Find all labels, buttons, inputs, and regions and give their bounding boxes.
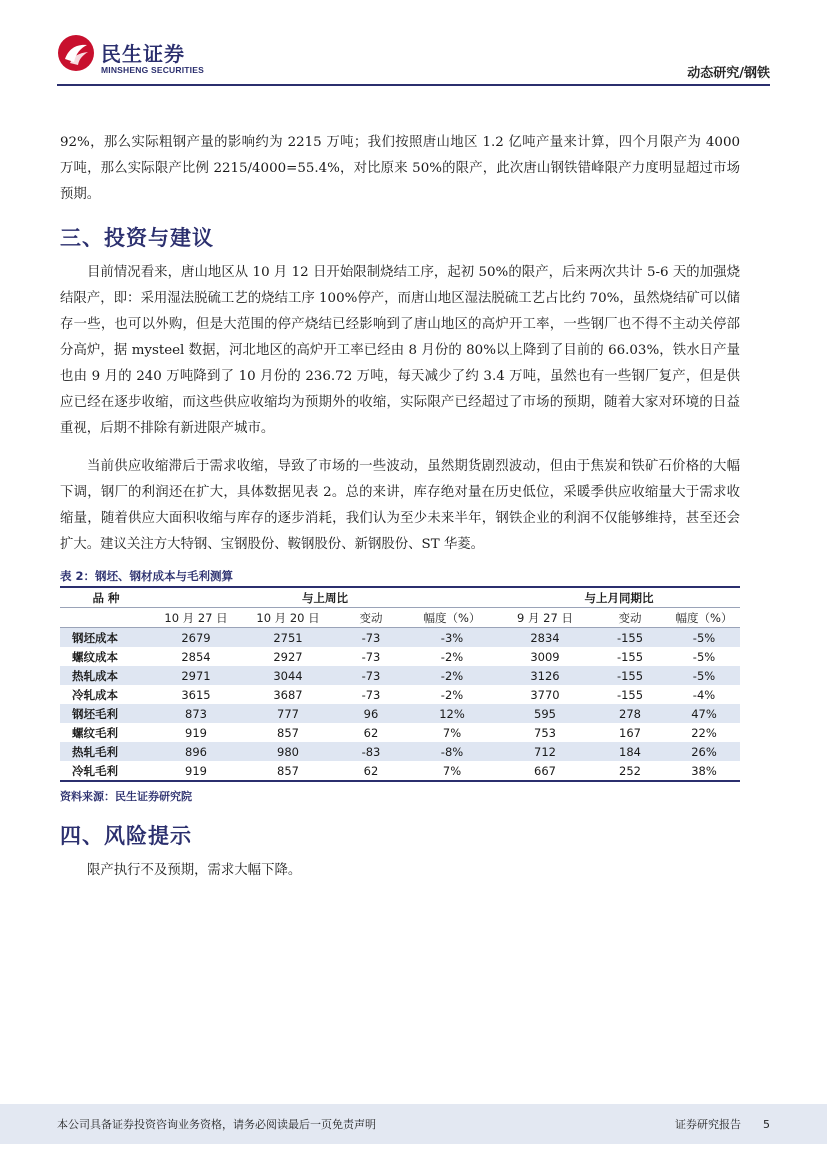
table-cell: 47%	[668, 704, 740, 723]
table-cell: 278	[592, 704, 668, 723]
page-number: 5	[763, 1118, 770, 1131]
header-divider	[57, 84, 770, 86]
table-cell: -73	[336, 666, 406, 685]
row-label: 钢坯毛利	[60, 704, 152, 723]
logo-emblem-icon	[57, 34, 95, 72]
table-cell: 896	[152, 742, 240, 761]
table-title: 表 2：钢坯、钢材成本与毛利测算	[60, 569, 234, 583]
table-row	[60, 742, 740, 761]
table-cell: 919	[185, 725, 207, 740]
sub-header-cell: 10 月 20 日	[240, 608, 336, 628]
sub-header-cell: 10 月 27 日	[152, 608, 240, 628]
table-cell: 62	[363, 725, 379, 740]
table-cell: 167	[619, 725, 641, 740]
table-cell: 667	[534, 763, 556, 778]
table-row	[60, 647, 740, 666]
table-cell: -5%	[668, 666, 740, 685]
table-cell: 38%	[691, 763, 717, 778]
table-cell: -2%	[440, 687, 464, 702]
table-cell: -5%	[692, 649, 716, 664]
table-cell: 184	[592, 742, 668, 761]
table-cell: 919	[185, 763, 207, 778]
table-cell: 2971	[152, 666, 240, 685]
footer-right	[653, 1116, 770, 1132]
table-cell: 3009	[530, 649, 560, 664]
page-footer	[0, 1104, 827, 1144]
header-variety: 品 种	[60, 587, 152, 608]
table-row	[60, 723, 740, 742]
section-heading-risk: 四、风险提示	[60, 824, 192, 848]
table-cell: -2%	[406, 666, 498, 685]
table-cell: 3126	[498, 666, 592, 685]
sub-header-cell: 幅度（%）	[406, 608, 498, 628]
row-label: 冷轧成本	[72, 687, 118, 702]
row-label: 螺纹毛利	[72, 725, 118, 740]
table-cell: -73	[336, 628, 406, 648]
table-cell: 3044	[240, 666, 336, 685]
table-row	[60, 628, 740, 648]
header-week-over-week: 与上周比	[152, 587, 498, 608]
table-cell: -4%	[692, 687, 716, 702]
logo-chinese-name: 民生证券	[101, 42, 185, 66]
table-row	[60, 685, 740, 704]
header-month-over-month: 与上月同期比	[498, 587, 740, 608]
table-sub-header	[60, 608, 740, 628]
cost-margin-table	[60, 586, 740, 782]
row-label: 螺纹成本	[72, 649, 118, 664]
sub-header-cell: 9 月 27 日	[498, 608, 592, 628]
table-cell: -5%	[668, 628, 740, 648]
table-cell: 3615	[181, 687, 211, 702]
table-row	[60, 666, 740, 685]
table-cell: -155	[592, 628, 668, 648]
sub-header-cell: 变动	[336, 608, 406, 628]
table-cell: -83	[336, 742, 406, 761]
main-content	[60, 130, 740, 884]
table-cell: 980	[240, 742, 336, 761]
table-cell: 2751	[240, 628, 336, 648]
table-group-header	[60, 587, 740, 608]
table-cell: -3%	[406, 628, 498, 648]
table-cell: 7%	[442, 763, 462, 778]
section-heading-investment: 三、投资与建议	[60, 226, 214, 250]
logo-english-name: MINSHENG SECURITIES	[101, 65, 204, 75]
table-cell: -8%	[406, 742, 498, 761]
row-label: 钢坯成本	[60, 628, 152, 648]
table-cell: 2927	[273, 649, 303, 664]
table-cell: -155	[616, 649, 644, 664]
footer-doc-type: 证券研究报告	[675, 1118, 741, 1131]
table-cell: 12%	[406, 704, 498, 723]
table-cell: 873	[152, 704, 240, 723]
table-body	[60, 628, 740, 782]
table-cell: -155	[592, 666, 668, 685]
table-cell: 595	[498, 704, 592, 723]
table-cell: 96	[336, 704, 406, 723]
table-row	[60, 761, 740, 781]
footer-disclaimer: 本公司具备证券投资咨询业务资格，请务必阅读最后一页免责声明	[57, 1118, 376, 1131]
page-header	[0, 0, 827, 90]
table-cell: 712	[498, 742, 592, 761]
sub-header-cell: 变动	[592, 608, 668, 628]
paragraph-recommendation: 当前供应收缩滞后于需求收缩，导致了市场的一些波动，虽然期货剧烈波动，但由于焦炭和铁矿石价格的大幅下调，钢厂的利润还在扩大，具体数据见表 2。总的来讲，库存绝对量在历史低位，采暖季供应收缩量大于需求收缩量，随着供应大面积收缩与库存的逐步消耗，我们认为至少未来半年，钢铁企业的利润不仅能够维持，甚至还会扩大。建议关注方大特钢、宝钢股份、鞍钢股份、新钢股份、ST 华菱。	[60, 459, 740, 552]
table-cell: 3687	[273, 687, 303, 702]
table-cell: -73	[361, 649, 381, 664]
row-label: 冷轧毛利	[72, 763, 118, 778]
row-label: 热轧毛利	[60, 742, 152, 761]
table-cell: 753	[534, 725, 556, 740]
sub-header-cell: 幅度（%）	[668, 608, 740, 628]
table-source: 资料来源：民生证券研究院	[60, 790, 192, 803]
table-cell: 26%	[668, 742, 740, 761]
report-section-label: 动态研究/钢铁	[687, 66, 770, 81]
table-cell: 857	[277, 763, 299, 778]
table-cell: 252	[619, 763, 641, 778]
table-cell: -155	[616, 687, 644, 702]
table-row	[60, 704, 740, 723]
table-cell: 2834	[498, 628, 592, 648]
table-cell: -2%	[440, 649, 464, 664]
table-cell: 7%	[442, 725, 462, 740]
table-cell: 2679	[152, 628, 240, 648]
company-logo	[57, 34, 257, 84]
row-label: 热轧成本	[60, 666, 152, 685]
table-cell: 22%	[691, 725, 717, 740]
paragraph-continuation: 92%，那么实际粗钢产量的影响约为 2215 万吨；我们按照唐山地区 1.2 亿吨产量来计算，四个月限产为 4000 万吨，那么实际限产比例 2215/4000=55.4%，对比原来 50%的限产，此次唐山钢铁错峰限产力度明显超过市场预期。	[60, 135, 740, 202]
table-cell: 3770	[530, 687, 560, 702]
table-cell: -73	[361, 687, 381, 702]
paragraph-production-limit: 目前情况看来，唐山地区从 10 月 12 日开始限制烧结工序，起初 50%的限产，后来两次共计 5-6 天的加强烧结限产，即：采用湿法脱硫工艺的烧结工序 100%停产，而唐山地区湿法脱硫工艺占比约 70%，虽然烧结矿可以储存一些，也可以外购，但是大范围的停产烧结已经影响到了唐山地区的高炉开工率，一些钢厂也不得不主动关停部分高炉，据 mysteel 数据，河北地区的高炉开工率已经由 8 月份的 80%以上降到了目前的 66.03%，铁水日产量也由 9 月的 240 万吨降到了 10 月份的 236.72 万吨，每天减少了约 3.4 万吨，虽然也有一些钢厂复产，但是供应已经在逐步收缩，而这些供应收缩均为预期外的收缩，实际限产已经超过了市场的预期，随着大家对环境的日益重视，后期不排除有新进限产城市。	[60, 265, 740, 436]
table-cell: 857	[277, 725, 299, 740]
paragraph-risk: 限产执行不及预期，需求大幅下降。	[87, 863, 302, 878]
table-cell: 2854	[181, 649, 211, 664]
table-cell: 62	[363, 763, 379, 778]
table-cell: 777	[240, 704, 336, 723]
